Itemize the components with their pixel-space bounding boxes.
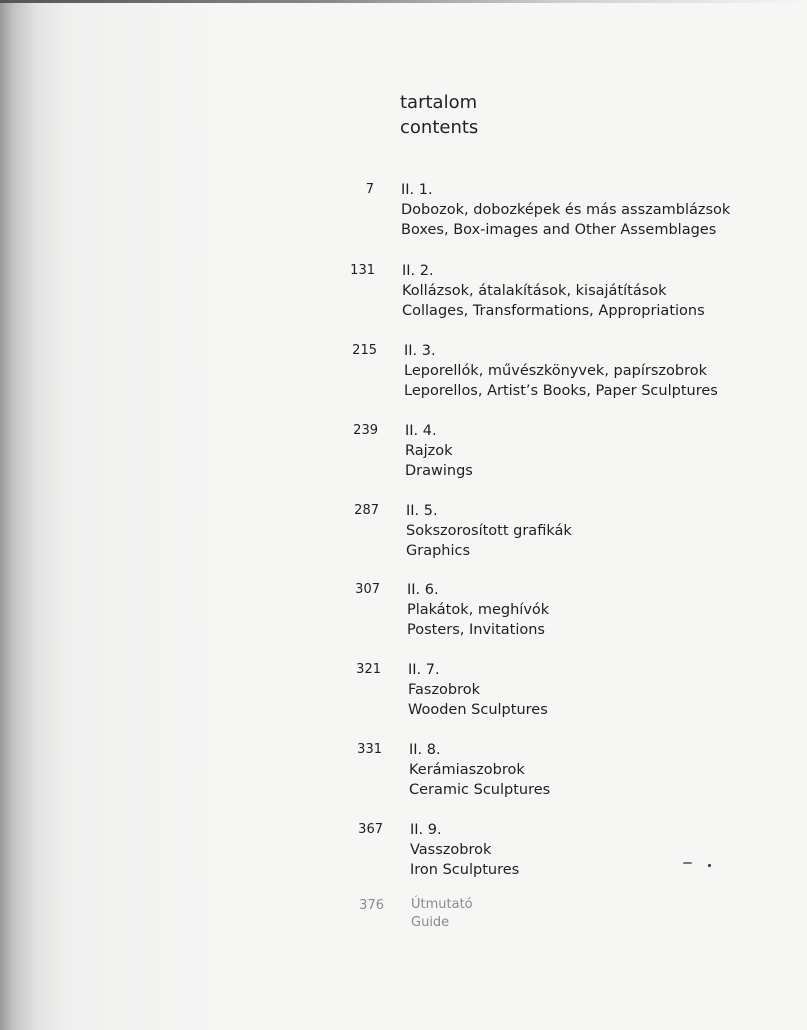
title-hungarian: Faszobrok [408, 682, 481, 698]
title-english: Leporellos, Artist’s Books, Paper Sculptures [404, 383, 718, 399]
title-english: Boxes, Box-images and Other Assemblages [401, 222, 717, 238]
page-number: 131 [350, 263, 375, 278]
toc-entry [0, 180, 807, 250]
title-hungarian: Sokszorosított grafikák [406, 523, 572, 539]
toc-entry [0, 501, 807, 571]
section-number: II. 8. [409, 742, 441, 758]
title-english: Drawings [405, 463, 473, 479]
print-speck [683, 862, 692, 864]
toc-entry [0, 261, 807, 331]
section-number: II. 1. [401, 182, 433, 198]
title-english: Wooden Sculptures [408, 702, 548, 718]
page-number: 307 [355, 582, 380, 597]
entry-text [410, 820, 519, 880]
entry-text [404, 341, 718, 401]
page-number: 215 [352, 343, 377, 358]
entry-text [411, 896, 473, 932]
entry-text [401, 180, 730, 240]
title-english: Graphics [406, 543, 471, 559]
toc-entry [0, 341, 807, 411]
entry-text [405, 421, 473, 481]
title-english: Ceramic Sculptures [409, 782, 551, 798]
section-number: II. 6. [407, 582, 439, 598]
heading-hungarian: tartalom [400, 92, 478, 113]
entry-text [409, 740, 550, 800]
page-number: 239 [353, 423, 378, 438]
page-number: 367 [358, 822, 383, 837]
section-number: II. 7. [408, 662, 440, 678]
section-number: II. 9. [410, 822, 442, 838]
heading-english: contents [400, 117, 479, 138]
section-number: II. 2. [402, 263, 434, 279]
title-hungarian: Vasszobrok [410, 842, 492, 858]
entry-text [407, 580, 549, 640]
title-english: Guide [411, 915, 450, 930]
section-number: II. 4. [405, 423, 437, 439]
title-hungarian: Leporellók, művészkönyvek, papírszobrok [404, 363, 707, 379]
toc-entry [0, 580, 807, 650]
title-hungarian: Rajzok [405, 443, 453, 459]
page-number: 321 [356, 662, 381, 677]
title-hungarian: Dobozok, dobozképek és más asszamblázsok [401, 202, 731, 218]
title-hungarian: Plakátok, meghívók [407, 602, 550, 618]
entry-text [402, 261, 705, 321]
toc-entry [0, 660, 807, 730]
toc-entry [0, 820, 807, 890]
title-english: Posters, Invitations [407, 622, 545, 638]
section-number: II. 5. [406, 503, 438, 519]
title-hungarian: Kerámiaszobrok [409, 762, 525, 778]
toc-entry [0, 421, 807, 491]
section-number: II. 3. [404, 343, 436, 359]
page-number: 376 [359, 898, 384, 913]
title-english: Iron Sculptures [410, 862, 520, 878]
print-speck [708, 864, 711, 867]
title-hungarian: Kollázsok, átalakítások, kisajátítások [402, 283, 667, 299]
toc-entry-guide [0, 896, 807, 966]
page-number: 287 [354, 503, 379, 518]
page-number: 331 [357, 742, 382, 757]
entry-text [408, 660, 548, 720]
title-english: Collages, Transformations, Appropriations [402, 303, 705, 319]
title-hungarian: Útmutató [411, 897, 473, 912]
toc-entry [0, 740, 807, 810]
entry-text [406, 501, 572, 561]
page-number: 7 [365, 182, 374, 197]
